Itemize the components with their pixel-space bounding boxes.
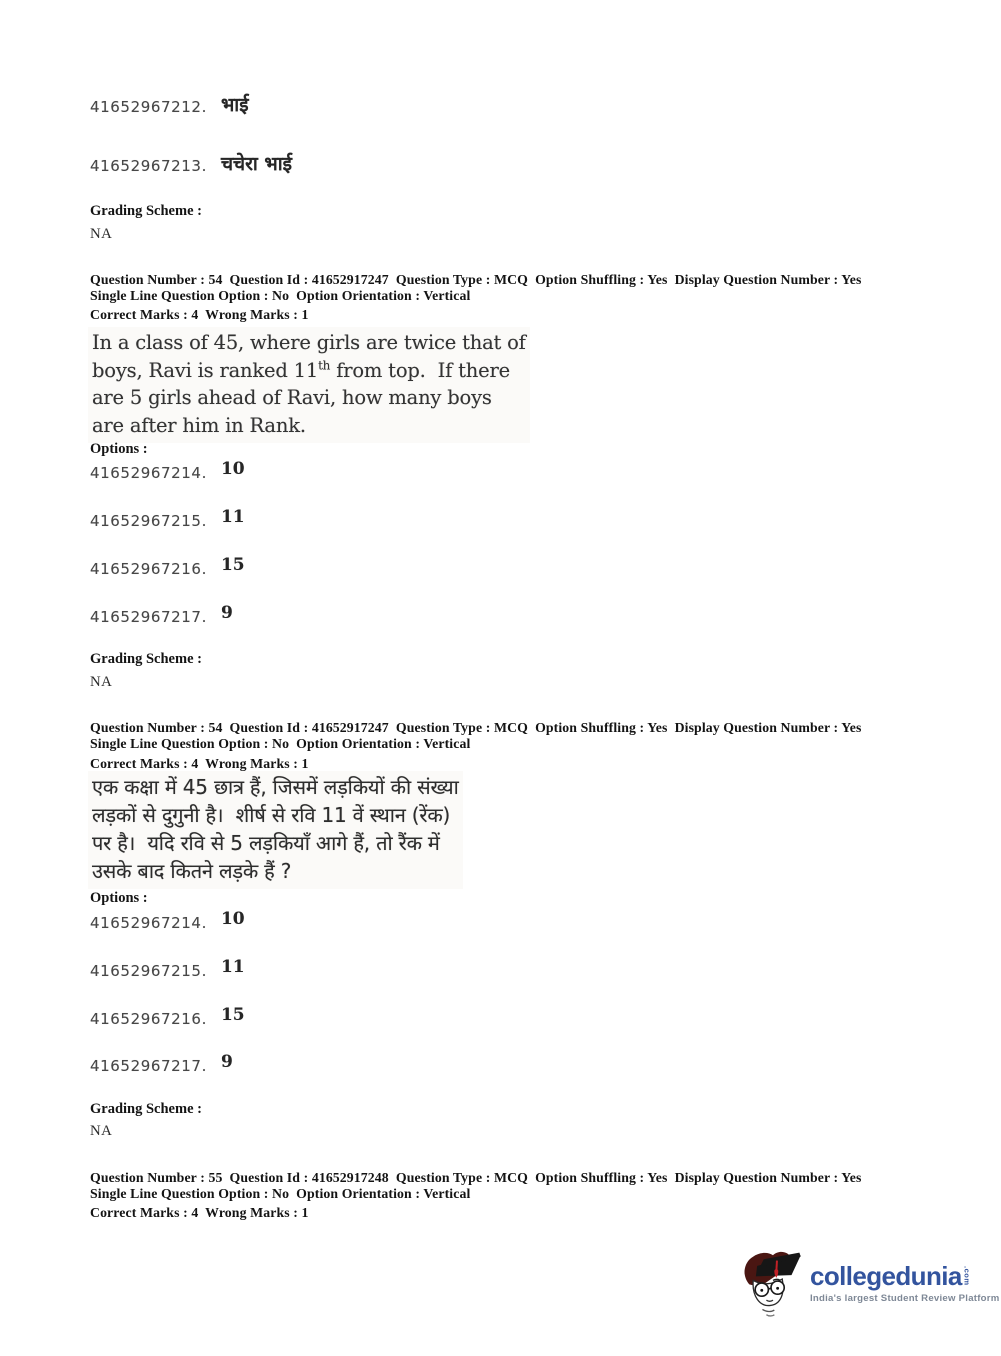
question-meta-line1: Question Number : 55 Question Id : 41652917248 Question Type : MCQ Option Shuffling : Yes Display Question Number : Yes <box>90 1170 862 1185</box>
question-line: लड़कों से दुगुनी है। शीर्ष से रवि 11 वें स्थान (रेंक) <box>92 803 451 827</box>
question-marks-line: Correct Marks : 4 Wrong Marks : 1 <box>90 307 309 322</box>
question-text-english <box>88 327 530 443</box>
grading-scheme-value: NA <box>90 1123 113 1139</box>
grading-scheme-label: Grading Scheme : <box>90 203 202 219</box>
grading-scheme-value: NA <box>90 226 113 242</box>
question-line: पर है। यदि रवि से 5 लड़कियाँ आगे हैं, तो रैंक में <box>92 831 440 855</box>
option-id: 41652967214. <box>90 464 207 482</box>
question-marks-line: Correct Marks : 4 Wrong Marks : 1 <box>90 756 309 771</box>
option-value: 10 <box>220 459 245 479</box>
question-line: In a class of 45, where girls are twice that of <box>92 331 526 354</box>
option-row <box>90 153 292 176</box>
option-row <box>90 555 245 578</box>
option-id: 41652967212. <box>90 98 207 116</box>
question-meta-line1: Question Number : 54 Question Id : 41652917247 Question Type : MCQ Option Shuffling : Yes Display Question Number : Yes <box>90 720 862 735</box>
question-text-hindi <box>88 771 463 889</box>
question-meta-line2: Single Line Question Option : No Option Orientation : Vertical <box>90 736 471 751</box>
option-row <box>90 1052 233 1075</box>
grading-scheme-value: NA <box>90 674 113 690</box>
question-meta-line2: Single Line Question Option : No Option Orientation : Vertical <box>90 288 471 303</box>
option-row <box>90 94 249 117</box>
collegedunia-brand-text: collegedunia <box>810 1261 962 1291</box>
option-value: 11 <box>220 957 245 977</box>
collegedunia-logo <box>740 1246 1000 1327</box>
option-id: 41652967217. <box>90 608 207 626</box>
question-line: are after him in Rank. <box>92 413 306 437</box>
option-id: 41652967216. <box>90 560 207 578</box>
superscript: th <box>318 358 331 372</box>
option-row <box>90 909 245 932</box>
option-value: भाई <box>220 94 249 116</box>
option-value: 15 <box>220 555 245 575</box>
option-row <box>90 957 245 980</box>
option-id: 41652967213. <box>90 157 207 175</box>
question-line: boys, Ravi is ranked 11th from top. If there <box>92 358 510 382</box>
option-row <box>90 603 233 626</box>
option-id: 41652967215. <box>90 512 207 530</box>
option-value: 15 <box>220 1005 245 1025</box>
question-line: उसके बाद कितने लड़के हैं ? <box>92 859 292 883</box>
option-id: 41652967216. <box>90 1010 207 1028</box>
option-row <box>90 507 245 530</box>
question-line: are 5 girls ahead of Ravi, how many boys <box>92 386 492 409</box>
option-value: 10 <box>220 909 245 929</box>
option-value: 11 <box>220 507 245 527</box>
option-value: 9 <box>220 603 233 623</box>
grading-scheme-label: Grading Scheme : <box>90 651 202 667</box>
option-row <box>90 459 245 482</box>
collegedunia-domain-text: .com <box>962 1266 972 1286</box>
question-meta-line1: Question Number : 54 Question Id : 41652917247 Question Type : MCQ Option Shuffling : Yes Display Question Number : Yes <box>90 272 862 287</box>
option-value: चचेरा भाई <box>220 153 292 175</box>
question-line: एक कक्षा में 45 छात्र हैं, जिसमें लड़कियों की संख्या <box>92 775 459 799</box>
question-marks-line: Correct Marks : 4 Wrong Marks : 1 <box>90 1205 309 1220</box>
options-label: Options : <box>90 890 148 906</box>
question-meta-line2: Single Line Question Option : No Option Orientation : Vertical <box>90 1186 471 1201</box>
option-row <box>90 1005 245 1028</box>
option-id: 41652967217. <box>90 1057 207 1075</box>
collegedunia-mascot-icon <box>740 1246 806 1327</box>
option-id: 41652967214. <box>90 914 207 932</box>
collegedunia-tagline: India's largest Student Review Platform <box>810 1293 1000 1304</box>
option-id: 41652967215. <box>90 962 207 980</box>
grading-scheme-label: Grading Scheme : <box>90 1101 202 1117</box>
options-label: Options : <box>90 441 148 457</box>
option-value: 9 <box>220 1052 233 1072</box>
